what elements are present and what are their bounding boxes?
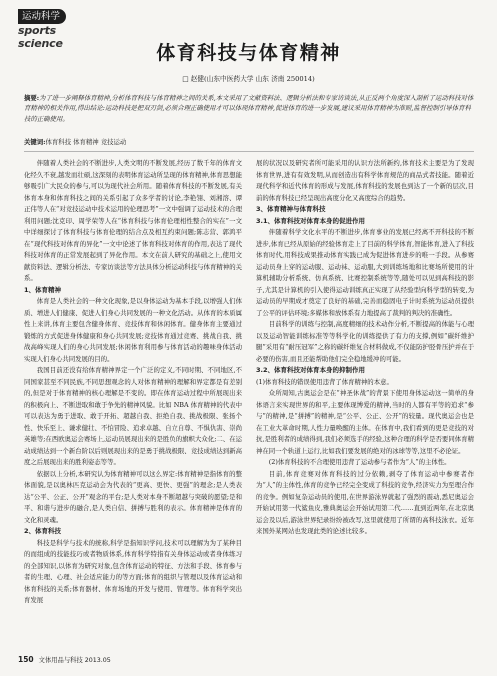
- body-paragraph: 目前,体育竞赛对体育科技的过分依赖,剥夺了体育运动中参赛者作为“人”的主体性,体育的竞争已经完全变成了科技的竞争,经济实力为至理合作的竞争。例如复杂运动员的使用,在世界游泳界就起了强烈的震动,悉尼奥运会开始试用第一代鲨鱼皮,雅典奥运会开始试用第二代……直到近两年,在北京奥运会及以后,游泳世界纪录纷纷被改写,这里就使用了所谓的高科技泳衣。近年来国外某网站也发现此类的论述比较多。: [256, 469, 474, 535]
- section-heading: 2、体育科技: [24, 527, 62, 535]
- body-paragraph: 依据以上分析,本研究认为体育精神可以这么界定:体育精神是指体育的整体面貌,是以奥林匹克运动会为代表的“更高、更快、更强”的理念;是人类表达“公平、公正、公开”观念的平台;是人类对本身不断超越与突破的愿望;是和平、和谐与进步的融合,是人类自信、拼搏与胜利的表示。体育精神是体育的文化和灵魂。: [24, 469, 242, 524]
- body-paragraph: 伴随着人类社会的不断进步,人类文明的不断发展,经历了数千年的体育文化经久不衰,越发而壮硕,这深刻的表明体育运动所呈现的体育精神,体育思想能够吸引广大民众的参与,可以为现代社会所用。随着体育科技的不断发展,有关体育本身和体育科技之间的关系引起了众多学者的讨论,李艳翎、刘湘溶、谭正伟等人在“对竞技运动中技术运用的伦理思考”一文中强调了运动技术的合理利用问题;沈克印、周学荣等人在“体育科技与体育伦理相性整合的实在”一文中详细探讨了体育科技与体育伦理的结合点及相互约束问题;陈志营、郭鸿平在“现代科技对体育的异化”一文中论述了体育科技对体育的作用,表达了现代科技对体育的正常发展起到了异化作用。本文在前人研究的基础之上,使用文献资料法、逻辑分析法、专家访谈法等方法具体分析运动科技与体育精神的关系。: [24, 159, 242, 282]
- section-heading: 3.1、体育科技对体育本身的促进作用: [256, 216, 366, 225]
- keywords: [24, 137, 474, 147]
- divider: [24, 151, 474, 152]
- body-paragraph: 伴随着科学文化水平的不断进步,体育事业的发展已经离不开科技的不断进步,体育已经从原始的经验体育走上了目前的科学体育,智能体育,进入了科技体育时代,用科技成果推动体育实践已成为促进体育进步的唯一手段。从参赛运动员身上穿的运动服、运动袜、运动服,大到训练场地和比赛场所使用的计算机辅助分析系统、仿真系统、比赛控制系统等等,随处可以见到高科技的影子,尤其是计算机的引入使得运动训练真正实现了从经验型向科学型的转变,为运动员的早期成才奠定了良好的基础,完善而稳固电子计时系统为运动员提供了公平的评估环境;多媒体和放体系有力地提高了裁判的判决的准确性。: [256, 228, 474, 317]
- abstract-label: 摘要:: [24, 94, 40, 102]
- body-paragraph: 科技是科学与技术的统称,科学是指知识学问,技术可以理解为为了某种目的而组成的技能技巧或者物质体系,体育科学特指有关身体运动或者身体练习的全部知识,以体育为研究对象,包含体育运动的特征、方法和手段、体育参与者的生理、心理、社会适应能力的等方面;体育的组织与管理以及体育运动和体育科技的关系;体育器材、体育场地的开发与使用、管理等。体育科学突出育发展: [24, 538, 242, 604]
- section-tag: [18, 9, 84, 50]
- right-column: [256, 158, 474, 538]
- body-paragraph: 展的状况以及研究者所可能采用的认识方法所新约,体育技术主要是为了发现体育世界,进有有效发明,从而创造出有科学体育规范的商品式者技能。随着近现代科学和近代体育的形成与发展,体育科技的发展也到达了一个新的层次,目前的体育科技已经呈现出高度分化又高度综合的趋势。: [256, 159, 474, 202]
- author-byline: □ 赵健(山东中医药大学 山东 济南 250014): [182, 75, 315, 83]
- abstract: [24, 93, 474, 124]
- keywords-label: 关键词:: [24, 138, 46, 146]
- section-heading: 3.2、体育科技对体育本身的抑制作用: [256, 366, 366, 374]
- abstract-text: 为了进一步阐释体育精神,分析体育科技与体育精神之间的关系,本文采用了文献资料法、逻辑分析法和专家访谈法,从正反两个角度深入剖析了运动科技对体育精神的相关作用,得出结论:运动科技是把双刃剑,必须合理正确使用才可以体现体育精神,促进体育的进一步发展,建议采用体育精神为准则,监督控制引导体育科技的正确使用。: [24, 94, 474, 123]
- article-title: 体育科技与体育精神: [156, 42, 341, 64]
- body-paragraph: (2)体育科技的不合理使用违背了运动参与者作为“人”的主体性。: [268, 458, 451, 466]
- body-paragraph: 众所周知,古奥运会是在“神圣休战”的背景下使用身体运动这一简单的身体语言来实现世界的和平,主要体现博爱的精神,当时的人都有平等的追求“参与”的精神,是“拼搏”的精神,是“公平、公正、公开”的较量。现代奥运会也是在工业大革命时期,人性力量唤醒的主体。在体育中,我们看到的更是竞技的对抗,是胜利者的成绩得到,我们必须选手的经验,这种合理的科学是否要同体育精神在同一个轨道上运行,比如我们要发展的绝对的冰球等等,这里不必论证。: [256, 389, 474, 455]
- journal-name: 文体用品与科技 2013.05: [38, 657, 111, 664]
- section-heading: 1、体育精神: [24, 285, 62, 294]
- section-tag-en: sports science: [18, 24, 63, 50]
- page-footer: [18, 655, 111, 664]
- section-heading: 3、体育精神与体育科技: [256, 205, 326, 213]
- body-paragraph: 体育是人类社会的一种文化现象,是以身体运动为基本手段,以增强人们体质、增进人们健康、促进人们身心共同发展的一种文化活动。从体育的本质属性上来讲,体育主要包含健身体育、竞技体育和休闲体育。健身体育主要通过锻炼的方式促进身体健康和身心共同发展;竞技体育通过竞赛、挑战自我、挑战高峰实现人们的身心共同发展;休闲体育利用参与体育活动的趣味身体活动实现人们身心共同发展的目的。: [24, 297, 242, 363]
- section-tag-cn: 运动科学: [18, 9, 66, 24]
- body-paragraph: 我国目前还没有给体育精神界定一个广泛的定义,不同时期、不同地区,不同国家甚至不同民族,不同思想观念的人对体育精神的理解和界定都是有差别的,但是对于体育精神的核心理解是不变的。即在体育运动过程中所展现出来的积极向上、不断进取和敢于争先的精神风貌。比如 NBA 体育精神的代表中可以表达为勇于进取、敢于开拓、超越自我、拒绝自我、挑战极限、张扬个性、快乐至上、谦求健壮、不怕冒险、追求卓越、自立自尊、不惧仇害、崇尚英雄等;在西欧奥运会赛场上,运动员展现出来的是胜负的旗帜大众化;二、在运动成绩达到一个新台阶以后则展现出来的是勇于挑战极限、竞技成绩达到新高度之后展现出来的胜利姿态等等。: [24, 366, 242, 466]
- page-number: 150: [18, 655, 34, 664]
- body-paragraph: (1)体育科技的错误使用违背了体育精神的本意。: [256, 377, 393, 386]
- left-column: [24, 158, 242, 607]
- body-paragraph: 目前科学的训练与控制,高度精细的技术动作分析,不断提高的体能与心理以及运动智能训练标准等等科学化的训练提供了有力的支撑,例如“碳纤维护腿”采用有“耐压冠军”之称的碳纤维复合材料做成,不仅能防护胫骨压护并在于必要的伤害,而且还能帮助他们完全稳地缓冲的可能。: [256, 320, 474, 363]
- keywords-text: 体育科技 体育精神 竞技运动: [45, 138, 127, 146]
